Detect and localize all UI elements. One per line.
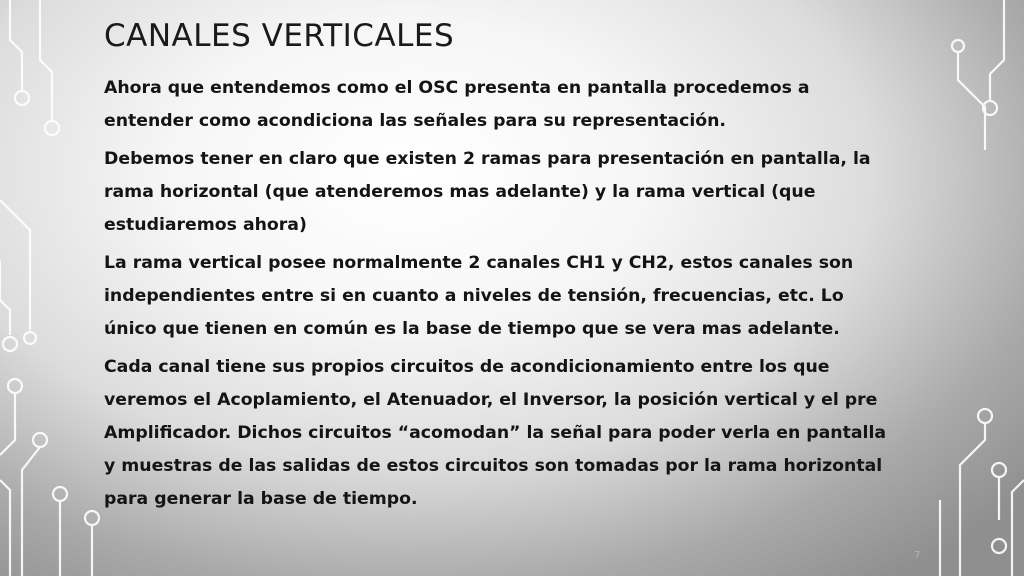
circuit-node <box>33 433 47 447</box>
paragraph-2: Debemos tener en claro que existen 2 ramas para presentación en pantalla, la rama horizontal (que atenderemos mas adelante) y la rama vertical (que estudiaremos ahora) <box>104 149 871 235</box>
circuit-trace-right-3 <box>960 423 985 576</box>
circuit-node <box>992 539 1006 553</box>
circuit-trace-left-1 <box>10 0 22 90</box>
slide-title: CANALES VERTICALES <box>104 18 455 54</box>
circuit-node <box>15 91 29 105</box>
paragraph-4: Cada canal tiene sus propios circuitos de acondicionamiento entre los que veremos el Acoplamiento, el Atenuador, el Inversor, la posición vertical y el pre Amplificador. Dichos circuitos “acomodan” la señal para poder verla en pantalla y muestras de las salidas de estos circuitos son tomadas por la rama horizontal para generar la base de tiempo. <box>104 357 887 509</box>
circuit-node <box>8 379 22 393</box>
circuit-trace-left-6 <box>22 447 40 576</box>
circuit-node <box>85 511 99 525</box>
circuit-trace-left-4 <box>0 260 10 335</box>
page-number: 7 <box>914 550 921 561</box>
circuit-node <box>952 40 964 52</box>
paragraph-1: Ahora que entendemos como el OSC presenta en pantalla procedemos a entender como acondiciona las señales para su representación. <box>104 78 810 131</box>
circuit-trace-right-5 <box>1012 480 1024 576</box>
circuit-trace-right-2 <box>990 0 1004 100</box>
circuit-trace-right-1 <box>958 52 985 150</box>
circuit-node <box>992 463 1006 477</box>
slide-body <box>104 72 894 521</box>
circuit-trace-left-5 <box>0 393 15 455</box>
circuit-node <box>3 337 17 351</box>
circuit-node <box>978 409 992 423</box>
circuit-node <box>45 121 59 135</box>
circuit-node <box>24 332 36 344</box>
circuit-trace-left-9 <box>0 480 10 576</box>
circuit-node <box>53 487 67 501</box>
circuit-trace-left-2 <box>40 0 52 120</box>
paragraph-3: La rama vertical posee normalmente 2 canales CH1 y CH2, estos canales son independientes entre si en cuanto a niveles de tensión, frecuencias, etc. Lo único que tienen en común es la base de tiempo que se vera mas adelante. <box>104 253 854 339</box>
circuit-trace-left-3 <box>0 200 30 330</box>
